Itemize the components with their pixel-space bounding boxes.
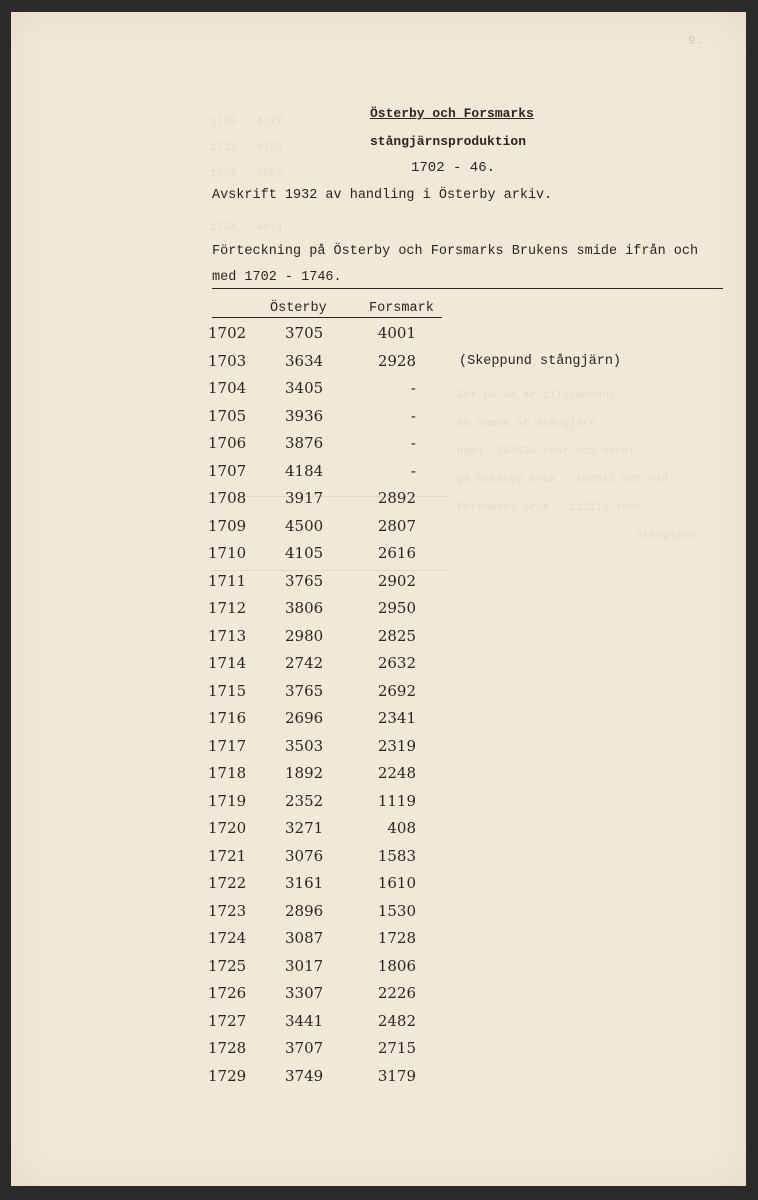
year-cell: 1705 [208,406,247,425]
year-cell: 1724 [208,929,247,947]
year-cell: 1714 [208,654,247,672]
bleed-through-text: Gör på 44 år tillsammans [457,390,616,402]
heading-underline [212,288,723,289]
osterby-cell: 4500 [285,516,324,535]
osterby-cell: 3634 [285,351,324,370]
forsmark-cell: 2928 [377,351,416,370]
forsmark-cell: 2807 [377,516,416,535]
osterby-cell: 2896 [285,901,324,920]
year-cell: 1713 [208,626,247,645]
forsmark-cell: 408 [387,819,416,837]
osterby-cell: 3917 [285,489,324,507]
forsmark-cell: 1610 [377,874,416,892]
bleed-through-text: 1731 4755 [210,142,283,154]
year-cell: 1703 [208,351,247,370]
year-cell: 1706 [208,434,247,452]
osterby-cell: 3087 [285,929,324,947]
forsmark-cell: - [410,434,416,452]
osterby-cell: 1892 [285,764,324,782]
forsmark-cell: 1119 [377,791,416,810]
osterby-cell: 3017 [285,956,324,975]
forsmark-cell: 2892 [377,489,416,507]
year-cell: 1704 [208,379,247,397]
column-header-rule [212,317,442,318]
osterby-cell: 2980 [285,626,324,645]
year-cell: 1726 [208,984,247,1002]
transcription-note: Avskrift 1932 av handling i Österby arkiv. [212,188,553,203]
forsmark-cell: 2825 [377,626,416,645]
year-cell: 1721 [208,846,247,865]
year-cell: 1729 [208,1066,247,1085]
bleed-through-text: en summa af stångjärn [457,418,596,430]
year-cell: 1725 [208,956,247,975]
forsmark-cell: - [410,406,416,425]
bleed-through-text: neml. 293634 skör och varaf [457,446,636,458]
column-header-osterby: Österby [270,301,327,316]
bleed-through-text: 1730 4177 [210,116,283,128]
osterby-cell: 3503 [285,736,324,755]
osterby-cell: 3441 [285,1011,324,1030]
osterby-cell: 3936 [285,406,324,425]
year-cell: 1722 [208,874,247,892]
forsmark-cell: 2616 [377,544,416,562]
unit-note: (Skeppund stångjärn) [459,354,622,369]
year-cell: 1702 [208,324,247,342]
forsmark-cell: 1583 [377,846,416,865]
osterby-cell: 4184 [285,461,324,480]
forsmark-cell: 2341 [377,709,416,727]
forsmark-cell: 2715 [377,1039,416,1057]
forsmark-cell: 2248 [377,764,416,782]
osterby-cell: 3161 [285,874,324,892]
osterby-cell: 2742 [285,654,324,672]
forsmark-cell: 2319 [377,736,416,755]
year-cell: 1718 [208,764,247,782]
year-cell: 1716 [208,709,247,727]
forsmark-cell: 2692 [377,681,416,700]
forsmark-cell: 1728 [377,929,416,947]
year-cell: 1719 [208,791,247,810]
forsmark-cell: 4001 [377,324,416,342]
inventory-heading-line-2: med 1702 - 1746. [212,270,342,285]
osterby-cell: 3749 [285,1066,324,1085]
bleed-through-text: stångjärn. [636,530,703,542]
page-number: 9. [688,34,703,48]
forsmark-cell: - [410,461,416,480]
bleed-through-text: 1732 4067 [210,168,283,180]
osterby-cell: 3705 [285,324,324,342]
forsmark-cell: 3179 [377,1066,416,1085]
osterby-cell: 3707 [285,1039,324,1057]
forsmark-cell: 2902 [377,571,416,590]
bleed-through-text: 1734 4414 [210,222,283,234]
osterby-cell: 3271 [285,819,324,837]
forsmark-cell: 1530 [377,901,416,920]
forsmark-cell: 2632 [377,654,416,672]
year-cell: 1727 [208,1011,247,1030]
document-subtitle: stångjärnsproduktion [370,134,527,149]
year-cell: 1710 [208,544,247,562]
year-cell: 1707 [208,461,247,480]
year-cell: 1715 [208,681,247,700]
year-cell: 1711 [208,571,247,590]
osterby-cell: 3876 [285,434,324,452]
osterby-cell: 2352 [285,791,324,810]
osterby-cell: 4105 [285,544,324,562]
forsmark-cell: 1806 [377,956,416,975]
document-period: 1702 - 46. [411,160,496,176]
inventory-heading-line-1: Förteckning på Österby och Forsmarks Brukens smide ifrån och [212,244,699,259]
forsmark-cell: 2226 [377,984,416,1002]
document-title: Österby och Forsmarks [370,106,534,121]
osterby-cell: 3076 [285,846,324,865]
bleed-through-text: Forsmarks bruk - 113119 skör [457,502,642,514]
year-cell: 1720 [208,819,247,837]
year-cell: 1723 [208,901,247,920]
year-cell: 1708 [208,489,247,507]
forsmark-cell: 2950 [377,599,416,617]
column-header-forsmark: Forsmark [369,301,434,316]
forsmark-cell: 2482 [377,1011,416,1030]
osterby-cell: 3765 [285,681,324,700]
year-cell: 1709 [208,516,247,535]
forsmark-cell: - [410,379,416,397]
osterby-cell: 3806 [285,599,324,617]
osterby-cell: 2696 [285,709,324,727]
osterby-cell: 3765 [285,571,324,590]
osterby-cell: 3405 [285,379,324,397]
bleed-through-text: på Österby bruk - 168515 och vid [457,474,669,486]
year-cell: 1712 [208,599,247,617]
osterby-cell: 3307 [285,984,324,1002]
year-cell: 1717 [208,736,247,755]
year-cell: 1728 [208,1039,247,1057]
